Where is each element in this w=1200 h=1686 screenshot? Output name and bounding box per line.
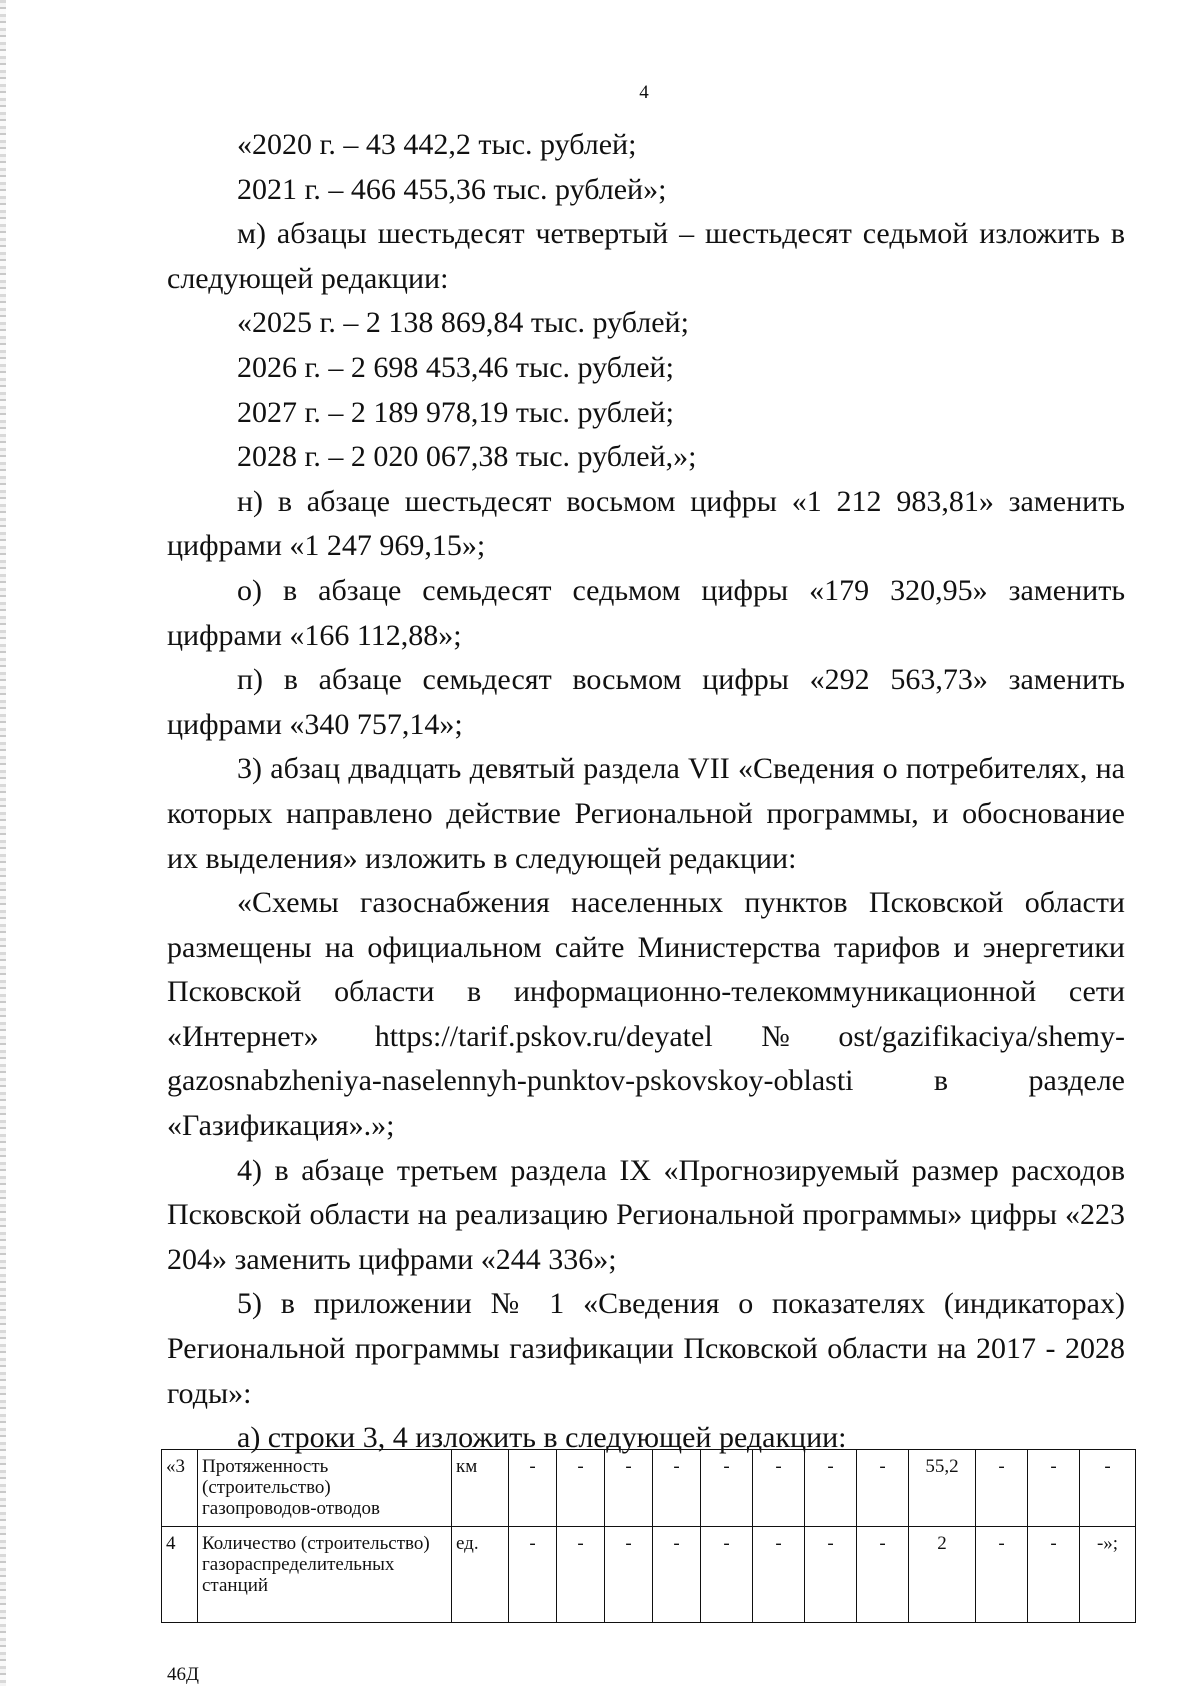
- row-number: «3: [162, 1450, 198, 1527]
- value-cell: -: [509, 1527, 557, 1623]
- value-cell: 2: [909, 1527, 976, 1623]
- paragraph: о) в абзаце семьдесят седьмом цифры «179 320,95» заменить цифрами «166 112,88»;: [167, 573, 1125, 652]
- value-cell: -: [1080, 1450, 1136, 1527]
- scan-page-edge: [0, 0, 6, 1686]
- paragraph: «2025 г. – 2 138 869,84 тыс. рублей;: [237, 306, 689, 340]
- value-cell: -: [653, 1450, 701, 1527]
- paragraph: 4) в абзаце третьем раздела IX «Прогнозируемый размер расходов Псковской области на реализацию Региональной программы» цифры «223 204» заменить цифрами «244 336»;: [167, 1153, 1125, 1276]
- value-cell: -: [976, 1527, 1028, 1623]
- value-cell: -: [701, 1450, 753, 1527]
- row-number: 4: [162, 1527, 198, 1623]
- value-cell: -: [976, 1450, 1028, 1527]
- table-row: [162, 1450, 1136, 1527]
- paragraph: м) абзацы шестьдесят четвертый – шестьдесят седьмой изложить в следующей редакции:: [167, 217, 1125, 295]
- paragraph: п) в абзаце семьдесят восьмом цифры «292 563,73» заменить цифрами «340 757,14»;: [167, 663, 1125, 741]
- value-cell: -: [857, 1450, 909, 1527]
- document-body: [167, 123, 1125, 1461]
- paragraph: «Схемы газоснабжения населенных пунктов Псковской области размещены на официальном сайте Министерства тарифов и энергетики Псковской области в информационно-телекоммуникационной сети «Интернет» https://tarif.pskov.ru/deyatel№ost/gazifikaciya/shemy-gazosnabzheniya-naselennyh-punktov-pskovskoy-oblasti в разделе «Газификация».»;: [167, 886, 1125, 1143]
- value-cell: -: [805, 1527, 857, 1623]
- table-row: [162, 1527, 1136, 1623]
- value-cell: -: [1028, 1450, 1080, 1527]
- value-cell: -: [653, 1527, 701, 1623]
- value-cell: -: [557, 1450, 605, 1527]
- unit-cell: ед.: [452, 1527, 509, 1623]
- value-cell: -: [1028, 1527, 1080, 1623]
- document-code: 46Д: [167, 1664, 199, 1685]
- paragraph: 2026 г. – 2 698 453,46 тыс. рублей;: [237, 350, 674, 384]
- indicators-table: [161, 1449, 1136, 1623]
- paragraph: н) в абзаце шестьдесят восьмом цифры «1 212 983,81» заменить цифрами «1 247 969,15»;: [167, 484, 1125, 563]
- value-cell: -: [701, 1527, 753, 1623]
- paragraph: а) строки 3, 4 изложить в следующей редакции:: [237, 1421, 847, 1455]
- value-cell: 55,2: [909, 1450, 976, 1527]
- paragraph: 3) абзац двадцать девятый раздела VII «Сведения о потребителях, на которых направлено действие Региональной программы, и обоснование их выделения» изложить в следующей редакции:: [167, 752, 1125, 875]
- value-cell: -: [557, 1527, 605, 1623]
- paragraph: 5) в приложении № 1 «Сведения о показателях (индикаторах) Региональной программы газификации Псковской области на 2017 - 2028 годы»:: [167, 1287, 1125, 1410]
- unit-cell: км: [452, 1450, 509, 1527]
- indicator-name: Количество (строительство) газораспределительных станций: [198, 1527, 452, 1623]
- value-cell: -: [753, 1527, 805, 1623]
- value-cell: -: [753, 1450, 805, 1527]
- paragraph: 2028 г. – 2 020 067,38 тыс. рублей,»;: [237, 440, 697, 474]
- indicator-name: Протяженность (строительство) газопроводов-отводов: [198, 1450, 452, 1527]
- value-cell: -»;: [1080, 1527, 1136, 1623]
- value-cell: -: [805, 1450, 857, 1527]
- value-cell: -: [857, 1527, 909, 1623]
- paragraph: «2020 г. – 43 442,2 тыс. рублей;: [237, 128, 637, 161]
- value-cell: -: [605, 1450, 653, 1527]
- page-number: 4: [639, 82, 649, 103]
- value-cell: -: [605, 1527, 653, 1623]
- paragraph: 2027 г. – 2 189 978,19 тыс. рублей;: [237, 395, 674, 429]
- value-cell: -: [509, 1450, 557, 1527]
- paragraph: 2021 г. – 466 455,36 тыс. рублей»;: [237, 172, 667, 206]
